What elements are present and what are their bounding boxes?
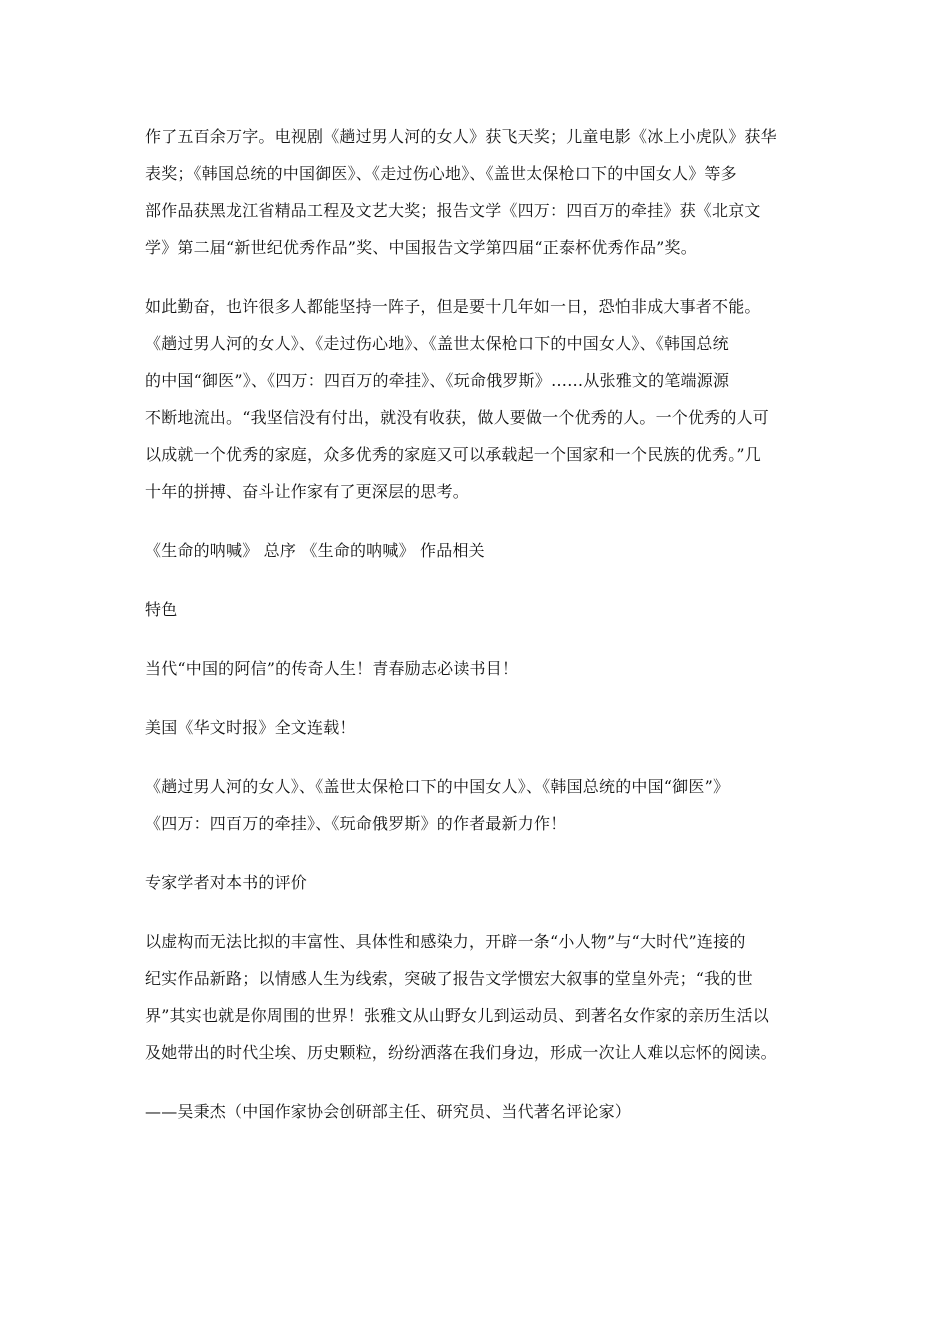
- paragraph-diligence: [145, 288, 815, 510]
- text-line: 学》第二届“新世纪优秀作品”奖、中国报告文学第四届“正泰杯优秀作品”奖。: [145, 238, 697, 257]
- text-line: 《趟过男人河的女人》、《走过伤心地》、《盖世太保枪口下的中国女人》、《韩国总统: [145, 334, 729, 353]
- text-line: 以虚构而无法比拟的丰富性、具体性和感染力，开辟一条“小人物”与“大时代”连接的: [145, 932, 746, 951]
- text-line: 美国《华文时报》全文连载！: [145, 718, 356, 737]
- text-line: 及她带出的时代尘埃、历史颗粒，纷纷洒落在我们身边，形成一次让人难以忘怀的阅读。: [145, 1043, 777, 1062]
- paragraph-awards: [145, 118, 815, 266]
- text-line: 作了五百余万字。电视剧《趟过男人河的女人》获飞天奖；儿童电影《冰上小虎队》获华: [145, 127, 777, 146]
- text-line: 十年的拼搏、奋斗让作家有了更深层的思考。: [145, 482, 470, 501]
- paragraph-gap: [145, 569, 815, 591]
- text-line: 部作品获黑龙江省精品工程及文艺大奖；报告文学《四万：四百万的牵挂》获《北京文: [145, 201, 761, 220]
- paragraph-feature-1: [145, 650, 815, 687]
- paragraph-feature-3: [145, 768, 815, 842]
- text-line: 专家学者对本书的评价: [145, 873, 308, 892]
- text-line: 如此勤奋，也许很多人都能坚持一阵子，但是要十几年如一日，恐怕非成大事者不能。: [145, 297, 761, 316]
- paragraph-gap: [145, 842, 815, 864]
- paragraph-gap: [145, 266, 815, 288]
- section-heading-reviews: [145, 864, 815, 901]
- paragraph-review: [145, 923, 815, 1071]
- text-line: 当代“中国的阿信”的传奇人生！青春励志必读书目！: [145, 659, 519, 678]
- section-heading-features: [145, 591, 815, 628]
- text-line: 《趟过男人河的女人》、《盖世太保枪口下的中国女人》、《韩国总统的中国“御医”》: [145, 777, 730, 796]
- text-line: 界”其实也就是你周围的世界！张雅文从山野女儿到运动员、到著名女作家的亲历生活以: [145, 1006, 769, 1025]
- text-line: ——吴秉杰（中国作家协会创研部主任、研究员、当代著名评论家）: [145, 1102, 632, 1121]
- text-line: 《四万：四百万的牵挂》、《玩命俄罗斯》的作者最新力作！: [145, 814, 567, 833]
- text-line: 以成就一个优秀的家庭，众多优秀的家庭又可以承载起一个国家和一个民族的优秀。”几: [145, 445, 761, 464]
- paragraph-attribution: [145, 1093, 815, 1130]
- paragraph-book-links: [145, 532, 815, 569]
- paragraph-gap: [145, 901, 815, 923]
- text-line: 《生命的呐喊》 总序 《生命的呐喊》 作品相关: [145, 541, 485, 560]
- paragraph-gap: [145, 687, 815, 709]
- text-line: 不断地流出。“我坚信没有付出，就没有收获，做人要做一个优秀的人。一个优秀的人可: [145, 408, 769, 427]
- paragraph-gap: [145, 510, 815, 532]
- paragraph-gap: [145, 1071, 815, 1093]
- text-line: 纪实作品新路；以情感人生为线索，突破了报告文学惯宏大叙事的堂皇外壳；“我的世: [145, 969, 753, 988]
- document-body: [145, 118, 815, 1130]
- text-line: 的中国“御医”》、《四万：四百万的牵挂》、《玩命俄罗斯》……从张雅文的笔端源源: [145, 371, 730, 390]
- paragraph-gap: [145, 628, 815, 650]
- paragraph-gap: [145, 746, 815, 768]
- text-line: 特色: [145, 600, 178, 619]
- text-line: 表奖；《韩国总统的中国御医》、《走过伤心地》、《盖世太保枪口下的中国女人》等多: [145, 164, 737, 183]
- paragraph-feature-2: [145, 709, 815, 746]
